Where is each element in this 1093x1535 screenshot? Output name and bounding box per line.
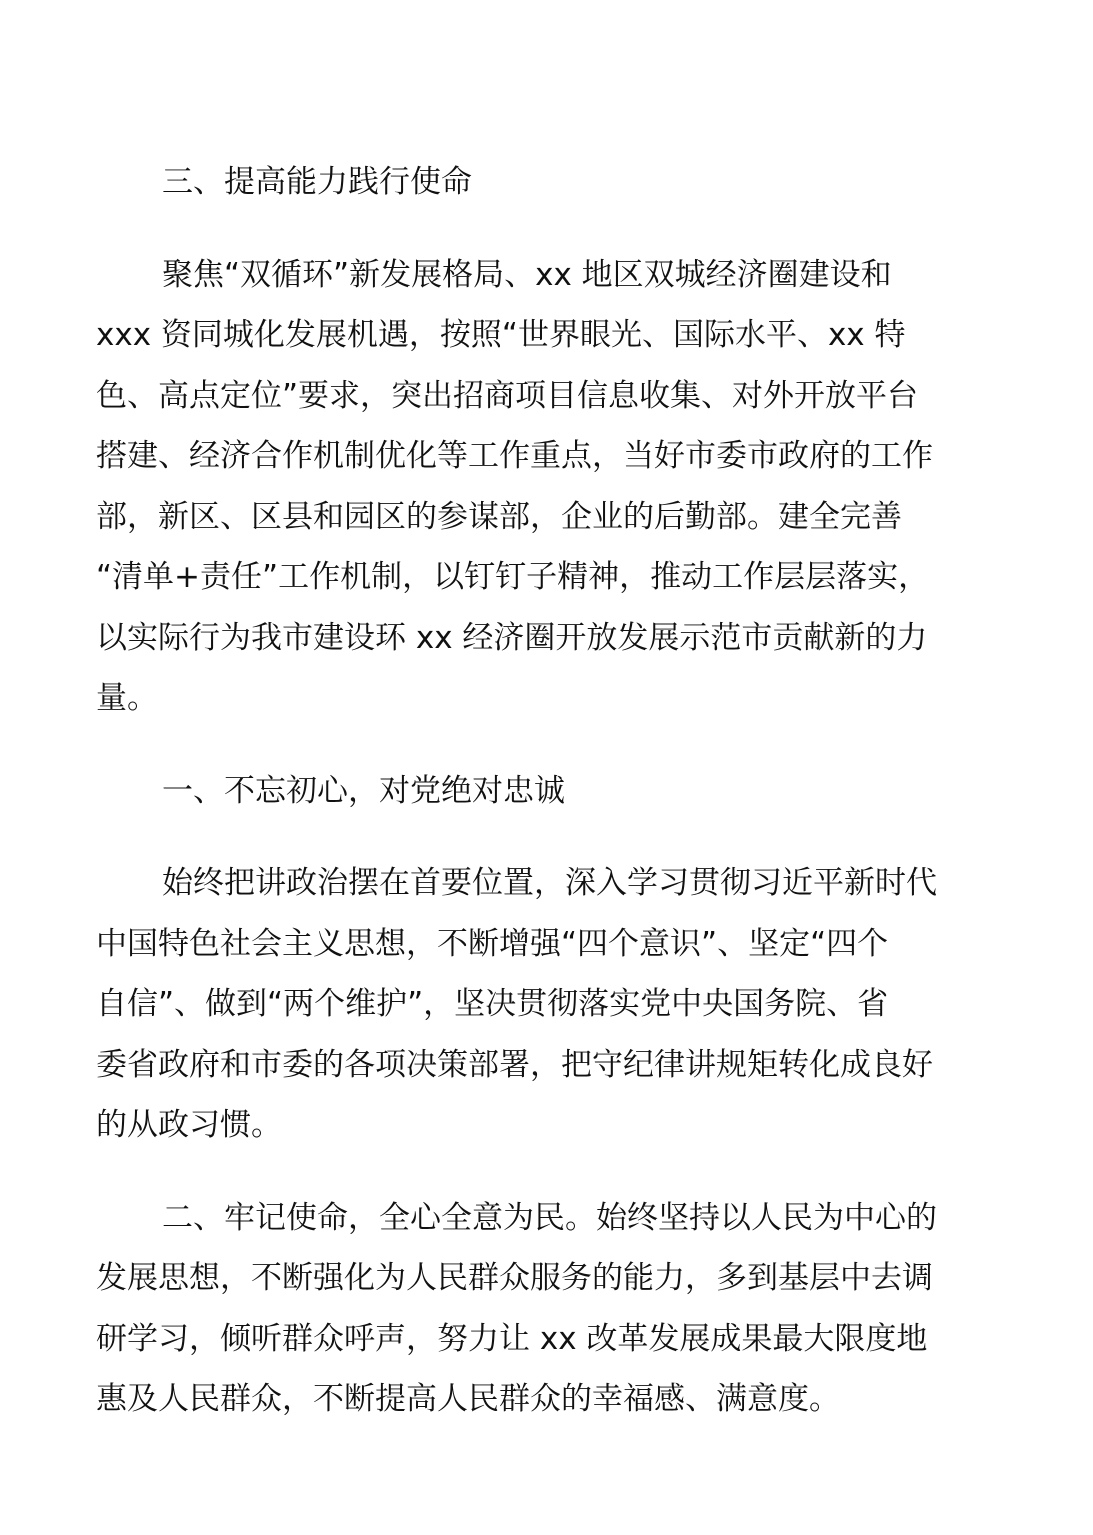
section-heading: 三、提高能力践行使命 bbox=[162, 164, 472, 200]
paragraph-spacer bbox=[96, 213, 1016, 245]
paragraph-spacer bbox=[96, 729, 1016, 761]
section-heading: 一、不忘初心，对党绝对忠诚 bbox=[162, 772, 565, 809]
paragraph-line: 委省政府和市委的各项决策部署，把守纪律讲规矩转化成良好 bbox=[96, 1046, 933, 1083]
paragraph-spacer bbox=[96, 1156, 1016, 1188]
paragraph-line: 研学习，倾听群众呼声，努力让 xx 改革发展成果最大限度地 bbox=[96, 1320, 928, 1357]
paragraph bbox=[96, 853, 1016, 1156]
document-body bbox=[96, 152, 1016, 1430]
paragraph-line: 聚焦“双循环”新发展格局、xx 地区双城经济圈建设和 bbox=[162, 256, 892, 293]
paragraph-line: 搭建、经济合作机制优化等工作重点，当好市委市政府的工作 bbox=[96, 438, 933, 474]
paragraph-line: “清单+责任”工作机制，以钉钉子精神，推动工作层层落实， bbox=[96, 559, 930, 595]
paragraph-line: xxx 资同城化发展机遇，按照“世界眼光、国际水平、xx 特 bbox=[96, 317, 906, 353]
paragraph-line: 量。 bbox=[96, 680, 158, 716]
paragraph-line: 自信”、做到“两个维护”，坚决贯彻落实党中央国务院、省 bbox=[96, 986, 889, 1022]
paragraph-line: 以实际行为我市建设环 xx 经济圈开放发展示范市贡献新的力 bbox=[96, 619, 928, 656]
paragraph-line: 发展思想，不断强化为人民群众服务的能力，多到基层中去调 bbox=[96, 1260, 933, 1296]
paragraph-line: 惠及人民群众，不断提高人民群众的幸福感、满意度。 bbox=[96, 1381, 840, 1417]
paragraph bbox=[96, 1188, 1016, 1430]
paragraph-line: 中国特色社会主义思想，不断增强“四个意识”、坚定“四个 bbox=[96, 925, 889, 962]
paragraph bbox=[96, 245, 1016, 729]
paragraph-line: 二、牢记使命，全心全意为民。始终坚持以人民为中心的 bbox=[162, 1199, 937, 1236]
paragraph-line: 色、高点定位”要求，突出招商项目信息收集、对外开放平台 bbox=[96, 377, 919, 414]
paragraph-line: 的从政习惯。 bbox=[96, 1107, 282, 1143]
paragraph-line: 部，新区、区县和园区的参谋部，企业的后勤部。建全完善 bbox=[96, 498, 902, 535]
paragraph-spacer bbox=[96, 821, 1016, 853]
paragraph-line: 始终把讲政治摆在首要位置，深入学习贯彻习近平新时代 bbox=[162, 865, 937, 901]
